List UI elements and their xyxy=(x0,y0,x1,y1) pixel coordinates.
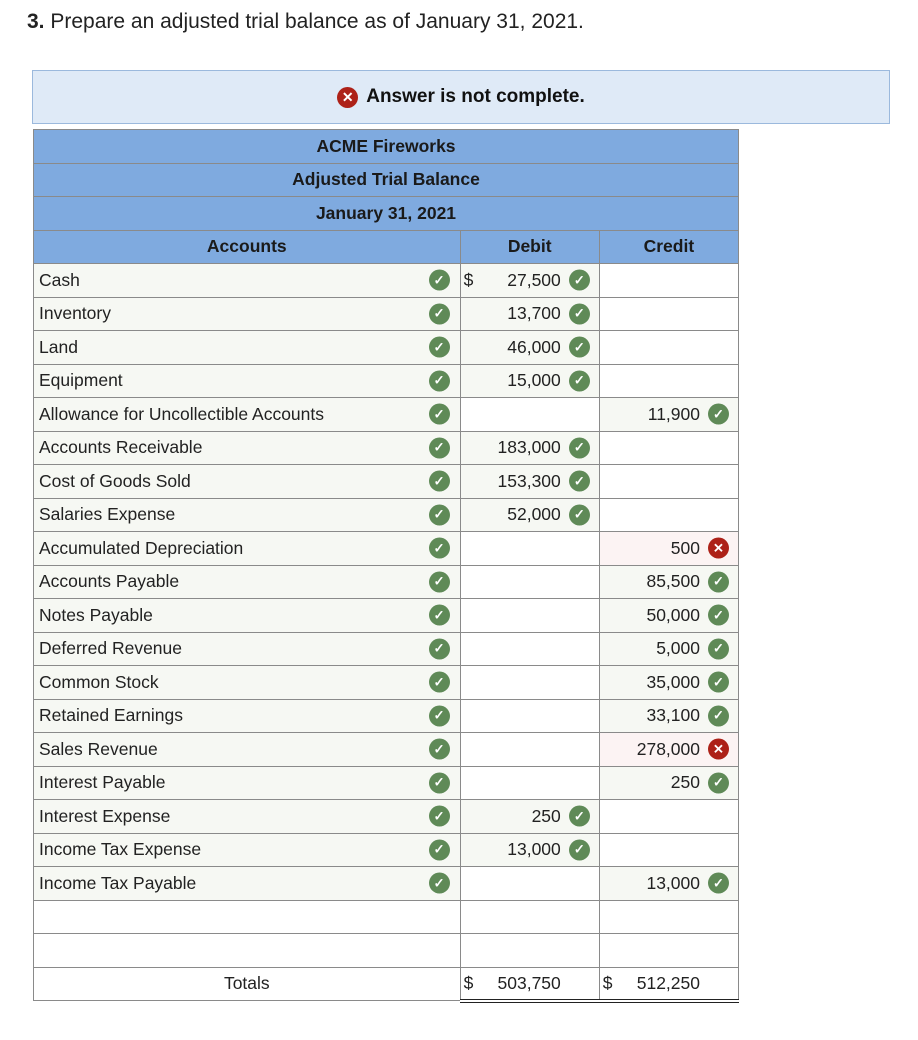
debit-input[interactable] xyxy=(460,398,599,432)
table-row xyxy=(34,465,739,499)
credit-input[interactable] xyxy=(599,666,738,700)
table-row xyxy=(34,599,739,633)
statement-title: Adjusted Trial Balance xyxy=(34,163,739,197)
credit-input[interactable] xyxy=(599,364,738,398)
debit-input[interactable] xyxy=(460,766,599,800)
credit-input[interactable] xyxy=(599,465,738,499)
check-circle-icon: ✓ xyxy=(429,839,450,860)
check-circle-icon: ✓ xyxy=(429,605,450,626)
debit-input[interactable] xyxy=(460,699,599,733)
check-circle-icon: ✓ xyxy=(569,471,590,492)
totals-row xyxy=(34,967,739,1001)
account-cell[interactable] xyxy=(34,264,461,298)
check-circle-icon: ✓ xyxy=(429,370,450,391)
credit-input[interactable] xyxy=(599,431,738,465)
credit-input[interactable] xyxy=(599,331,738,365)
debit-value: 27,500 xyxy=(507,269,561,290)
credit-value: 250 xyxy=(670,772,700,793)
table-row xyxy=(34,297,739,331)
total-credit xyxy=(599,967,738,1001)
answer-status-text: Answer is not complete. xyxy=(366,86,585,107)
check-circle-icon: ✓ xyxy=(569,504,590,525)
account-name: Income Tax Payable xyxy=(39,872,197,893)
check-circle-icon: ✓ xyxy=(708,638,729,659)
debit-input[interactable] xyxy=(460,264,599,298)
account-cell[interactable] xyxy=(34,666,461,700)
table-row xyxy=(34,431,739,465)
table-row xyxy=(34,766,739,800)
debit-input[interactable] xyxy=(460,465,599,499)
table-row xyxy=(34,632,739,666)
check-circle-icon: ✓ xyxy=(708,705,729,726)
credit-input[interactable] xyxy=(599,599,738,633)
account-name: Allowance for Uncollectible Accounts xyxy=(39,403,325,424)
answer-status-banner xyxy=(32,70,890,124)
currency-symbol: $ xyxy=(463,972,474,993)
company-name: ACME Fireworks xyxy=(34,130,739,164)
check-circle-icon: ✓ xyxy=(429,538,450,559)
credit-input[interactable] xyxy=(599,565,738,599)
credit-input[interactable] xyxy=(599,800,738,834)
debit-input[interactable] xyxy=(460,934,599,968)
check-circle-icon: ✓ xyxy=(708,404,729,425)
account-cell[interactable] xyxy=(34,733,461,767)
account-cell[interactable] xyxy=(34,398,461,432)
account-name: Cost of Goods Sold xyxy=(39,470,191,491)
account-name: Notes Payable xyxy=(39,604,153,625)
debit-input[interactable] xyxy=(460,599,599,633)
table-row xyxy=(34,565,739,599)
question-text: 3. Prepare an adjusted trial balance as of January 31, 2021. xyxy=(27,10,584,33)
credit-value: 11,900 xyxy=(647,403,700,424)
debit-input[interactable] xyxy=(460,867,599,901)
table-row xyxy=(34,867,739,901)
check-circle-icon: ✓ xyxy=(429,739,450,760)
check-circle-icon: ✓ xyxy=(569,370,590,391)
credit-input[interactable] xyxy=(599,398,738,432)
table-row xyxy=(34,733,739,767)
total-credit-value: 512,250 xyxy=(636,972,700,993)
check-circle-icon: ✓ xyxy=(429,638,450,659)
x-circle-icon: ✕ xyxy=(337,87,358,108)
credit-input[interactable] xyxy=(599,733,738,767)
account-name: Accumulated Depreciation xyxy=(39,537,244,558)
check-circle-icon: ✓ xyxy=(429,873,450,894)
statement-date: January 31, 2021 xyxy=(34,197,739,231)
check-circle-icon: ✓ xyxy=(708,672,729,693)
credit-header: Credit xyxy=(599,230,738,264)
credit-input[interactable] xyxy=(599,934,738,968)
debit-input[interactable] xyxy=(460,833,599,867)
credit-value: 500 xyxy=(670,537,700,558)
check-circle-icon: ✓ xyxy=(429,471,450,492)
debit-input[interactable] xyxy=(460,331,599,365)
account-name: Salaries Expense xyxy=(39,504,176,525)
debit-value: 13,000 xyxy=(507,839,561,860)
credit-value: 5,000 xyxy=(656,638,700,659)
account-name: Deferred Revenue xyxy=(39,638,182,659)
account-cell[interactable] xyxy=(34,934,461,968)
credit-input[interactable] xyxy=(599,264,738,298)
account-cell[interactable] xyxy=(34,364,461,398)
x-circle-icon: ✕ xyxy=(708,538,729,559)
credit-input[interactable] xyxy=(599,867,738,901)
empty-row xyxy=(34,934,739,968)
account-cell[interactable] xyxy=(34,431,461,465)
account-cell[interactable] xyxy=(34,800,461,834)
debit-value: 52,000 xyxy=(507,504,561,525)
currency-symbol: $ xyxy=(602,972,613,993)
table-row xyxy=(34,800,739,834)
check-circle-icon: ✓ xyxy=(429,571,450,592)
debit-value: 13,700 xyxy=(507,303,561,324)
check-circle-icon: ✓ xyxy=(708,873,729,894)
credit-input[interactable] xyxy=(599,900,738,934)
debit-value: 183,000 xyxy=(497,437,561,458)
check-circle-icon: ✓ xyxy=(569,303,590,324)
account-name: Interest Payable xyxy=(39,772,166,793)
check-circle-icon: ✓ xyxy=(429,772,450,793)
account-name: Cash xyxy=(39,269,80,290)
credit-input[interactable] xyxy=(599,833,738,867)
credit-input[interactable] xyxy=(599,297,738,331)
table-row xyxy=(34,364,739,398)
debit-input[interactable] xyxy=(460,498,599,532)
debit-header: Debit xyxy=(460,230,599,264)
credit-value: 33,100 xyxy=(646,705,700,726)
check-circle-icon: ✓ xyxy=(429,504,450,525)
credit-input[interactable] xyxy=(599,532,738,566)
debit-input[interactable] xyxy=(460,733,599,767)
table-row xyxy=(34,398,739,432)
credit-value: 13,000 xyxy=(646,872,700,893)
account-cell[interactable] xyxy=(34,599,461,633)
account-cell[interactable] xyxy=(34,833,461,867)
account-name: Accounts Receivable xyxy=(39,437,203,458)
account-cell[interactable] xyxy=(34,331,461,365)
check-circle-icon: ✓ xyxy=(708,571,729,592)
check-circle-icon: ✓ xyxy=(429,672,450,693)
empty-row xyxy=(34,900,739,934)
total-debit-value: 503,750 xyxy=(497,972,561,993)
accounts-header: Accounts xyxy=(34,230,461,264)
total-debit xyxy=(460,967,599,1001)
check-circle-icon: ✓ xyxy=(569,437,590,458)
debit-input[interactable] xyxy=(460,632,599,666)
check-circle-icon: ✓ xyxy=(708,772,729,793)
debit-input[interactable] xyxy=(460,666,599,700)
check-circle-icon: ✓ xyxy=(429,270,450,291)
debit-input[interactable] xyxy=(460,532,599,566)
account-cell[interactable] xyxy=(34,297,461,331)
account-name: Accounts Payable xyxy=(39,571,180,592)
debit-value: 153,300 xyxy=(497,470,561,491)
debit-value: 46,000 xyxy=(507,336,561,357)
account-cell[interactable] xyxy=(34,632,461,666)
check-circle-icon: ✓ xyxy=(429,437,450,458)
account-cell[interactable] xyxy=(34,867,461,901)
account-cell[interactable] xyxy=(34,699,461,733)
account-cell[interactable] xyxy=(34,565,461,599)
debit-value: 15,000 xyxy=(507,370,561,391)
check-circle-icon: ✓ xyxy=(569,270,590,291)
account-name: Interest Expense xyxy=(39,805,171,826)
table-row xyxy=(34,331,739,365)
check-circle-icon: ✓ xyxy=(429,303,450,324)
account-name: Common Stock xyxy=(39,671,159,692)
credit-value: 278,000 xyxy=(636,738,700,759)
table-row xyxy=(34,666,739,700)
check-circle-icon: ✓ xyxy=(429,705,450,726)
table-row xyxy=(34,264,739,298)
debit-input[interactable] xyxy=(460,900,599,934)
debit-input[interactable] xyxy=(460,431,599,465)
x-circle-icon: ✕ xyxy=(708,739,729,760)
account-name: Retained Earnings xyxy=(39,705,183,726)
credit-value: 85,500 xyxy=(646,571,700,592)
check-circle-icon: ✓ xyxy=(569,337,590,358)
currency-symbol: $ xyxy=(463,269,474,290)
debit-input[interactable] xyxy=(460,800,599,834)
table-row xyxy=(34,532,739,566)
table-row xyxy=(34,833,739,867)
adjusted-trial-balance-table xyxy=(33,129,739,1003)
totals-label: Totals xyxy=(34,967,461,1001)
debit-input[interactable] xyxy=(460,565,599,599)
credit-value: 50,000 xyxy=(646,604,700,625)
account-name: Income Tax Expense xyxy=(39,839,202,860)
table-row xyxy=(34,699,739,733)
credit-value: 35,000 xyxy=(646,671,700,692)
check-circle-icon: ✓ xyxy=(429,337,450,358)
account-cell[interactable] xyxy=(34,532,461,566)
table-row xyxy=(34,498,739,532)
debit-input[interactable] xyxy=(460,364,599,398)
check-circle-icon: ✓ xyxy=(429,806,450,827)
debit-value: 250 xyxy=(531,805,561,826)
check-circle-icon: ✓ xyxy=(708,605,729,626)
account-cell[interactable] xyxy=(34,465,461,499)
credit-input[interactable] xyxy=(599,766,738,800)
credit-input[interactable] xyxy=(599,498,738,532)
account-cell[interactable] xyxy=(34,900,461,934)
account-cell[interactable] xyxy=(34,498,461,532)
account-name: Inventory xyxy=(39,303,111,324)
account-name: Equipment xyxy=(39,370,123,391)
account-name: Land xyxy=(39,336,78,357)
account-name: Sales Revenue xyxy=(39,738,158,759)
account-cell[interactable] xyxy=(34,766,461,800)
credit-input[interactable] xyxy=(599,632,738,666)
check-circle-icon: ✓ xyxy=(569,839,590,860)
debit-input[interactable] xyxy=(460,297,599,331)
credit-input[interactable] xyxy=(599,699,738,733)
check-circle-icon: ✓ xyxy=(429,404,450,425)
check-circle-icon: ✓ xyxy=(569,806,590,827)
